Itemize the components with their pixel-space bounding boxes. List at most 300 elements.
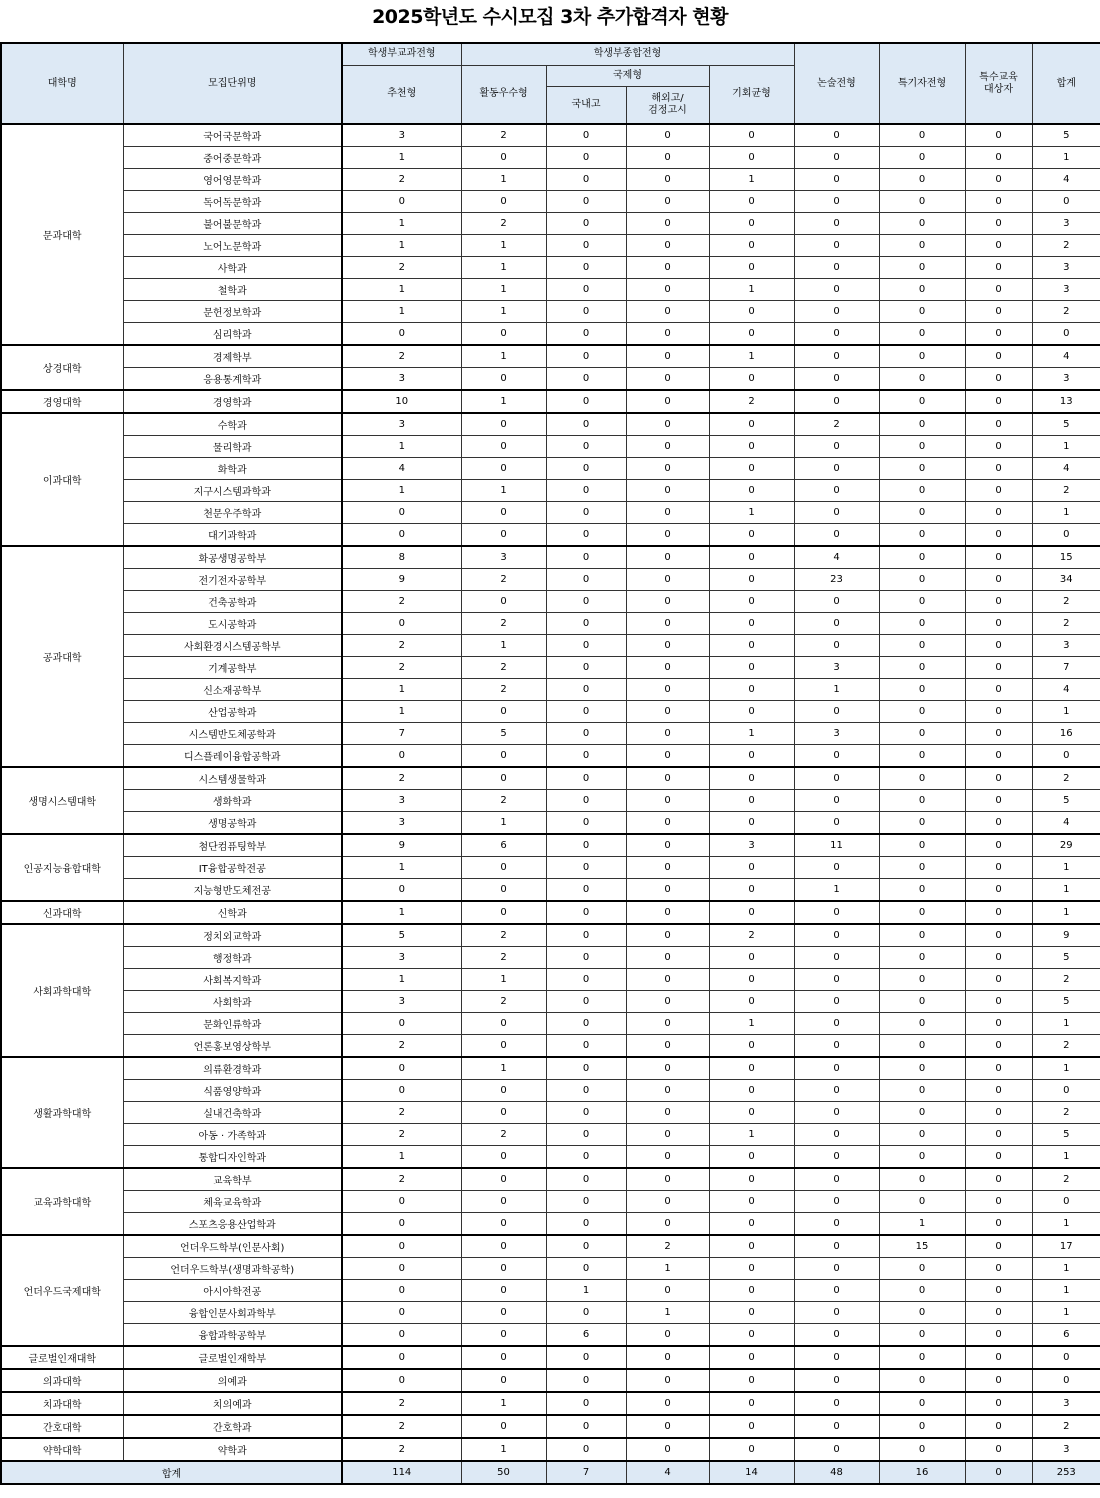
count-cell: 0 bbox=[546, 191, 626, 213]
count-cell: 2 bbox=[461, 1124, 546, 1146]
count-cell: 0 bbox=[965, 924, 1032, 947]
count-cell: 0 bbox=[546, 169, 626, 191]
count-cell: 5 bbox=[1032, 991, 1100, 1013]
count-cell: 0 bbox=[546, 701, 626, 723]
count-cell: 0 bbox=[794, 458, 879, 480]
count-cell: 0 bbox=[794, 147, 879, 169]
count-cell: 0 bbox=[626, 657, 709, 679]
count-cell: 0 bbox=[794, 1057, 879, 1080]
count-cell: 0 bbox=[342, 191, 461, 213]
count-cell: 0 bbox=[965, 480, 1032, 502]
count-cell: 0 bbox=[546, 991, 626, 1013]
table-row bbox=[1, 812, 1100, 835]
count-cell: 13 bbox=[1032, 390, 1100, 413]
dept-name: 아시아학전공 bbox=[123, 1280, 342, 1302]
count-cell: 0 bbox=[1032, 1080, 1100, 1102]
table-row bbox=[1, 546, 1100, 569]
dept-name: 디스플레이융합공학과 bbox=[123, 745, 342, 768]
count-cell: 1 bbox=[342, 436, 461, 458]
count-cell: 0 bbox=[879, 1168, 965, 1191]
header-overseas: 해외고/ 검정고시 bbox=[626, 86, 709, 124]
count-cell: 0 bbox=[342, 1013, 461, 1035]
count-cell: 0 bbox=[879, 147, 965, 169]
count-cell: 0 bbox=[879, 1324, 965, 1347]
count-cell: 0 bbox=[709, 1035, 794, 1058]
dept-name: 사회환경시스템공학부 bbox=[123, 635, 342, 657]
count-cell: 0 bbox=[626, 701, 709, 723]
count-cell: 0 bbox=[461, 1235, 546, 1258]
table-row bbox=[1, 1013, 1100, 1035]
count-cell: 0 bbox=[965, 301, 1032, 323]
count-cell: 2 bbox=[342, 169, 461, 191]
count-cell: 0 bbox=[794, 1258, 879, 1280]
count-cell: 0 bbox=[626, 1168, 709, 1191]
header-domestic: 국내고 bbox=[546, 86, 626, 124]
dept-name: 융합인문사회과학부 bbox=[123, 1302, 342, 1324]
count-cell: 0 bbox=[709, 767, 794, 790]
count-cell: 2 bbox=[1032, 235, 1100, 257]
count-cell: 0 bbox=[626, 879, 709, 902]
dept-name: 사회복지학과 bbox=[123, 969, 342, 991]
count-cell: 1 bbox=[461, 257, 546, 279]
table-row bbox=[1, 502, 1100, 524]
count-cell: 0 bbox=[879, 323, 965, 346]
count-cell: 0 bbox=[965, 1302, 1032, 1324]
count-cell: 0 bbox=[879, 235, 965, 257]
table-row bbox=[1, 857, 1100, 879]
table-row bbox=[1, 745, 1100, 768]
count-cell: 0 bbox=[626, 413, 709, 436]
count-cell: 0 bbox=[879, 458, 965, 480]
count-cell: 0 bbox=[546, 345, 626, 368]
count-cell: 0 bbox=[965, 879, 1032, 902]
count-cell: 0 bbox=[879, 569, 965, 591]
dept-name: 경영학과 bbox=[123, 390, 342, 413]
count-cell: 0 bbox=[626, 124, 709, 147]
count-cell: 0 bbox=[709, 458, 794, 480]
count-cell: 1 bbox=[1032, 436, 1100, 458]
count-cell: 0 bbox=[794, 368, 879, 391]
count-cell: 0 bbox=[709, 679, 794, 701]
count-cell: 9 bbox=[342, 834, 461, 857]
count-cell: 0 bbox=[879, 1280, 965, 1302]
count-cell: 1 bbox=[1032, 502, 1100, 524]
count-cell: 3 bbox=[461, 546, 546, 569]
count-cell: 1 bbox=[1032, 1213, 1100, 1236]
count-cell: 0 bbox=[965, 834, 1032, 857]
table-row bbox=[1, 235, 1100, 257]
dept-name: 천문우주학과 bbox=[123, 502, 342, 524]
count-cell: 0 bbox=[546, 257, 626, 279]
count-cell: 0 bbox=[709, 480, 794, 502]
count-cell: 0 bbox=[965, 1438, 1032, 1461]
count-cell: 2 bbox=[342, 257, 461, 279]
count-cell: 0 bbox=[794, 1168, 879, 1191]
dept-name: 사회학과 bbox=[123, 991, 342, 1013]
count-cell: 0 bbox=[626, 991, 709, 1013]
dept-name: 생화학과 bbox=[123, 790, 342, 812]
count-cell: 0 bbox=[626, 1080, 709, 1102]
count-cell: 0 bbox=[461, 368, 546, 391]
total-cell: 7 bbox=[546, 1461, 626, 1484]
dept-name: 아동 · 가족학과 bbox=[123, 1124, 342, 1146]
count-cell: 0 bbox=[794, 124, 879, 147]
count-cell: 2 bbox=[461, 124, 546, 147]
count-cell: 0 bbox=[794, 1102, 879, 1124]
count-cell: 1 bbox=[342, 679, 461, 701]
count-cell: 0 bbox=[461, 1346, 546, 1369]
dept-name: 지구시스템과학과 bbox=[123, 480, 342, 502]
count-cell: 1 bbox=[342, 147, 461, 169]
dept-name: 교육학부 bbox=[123, 1168, 342, 1191]
count-cell: 1 bbox=[461, 1392, 546, 1415]
total-cell: 50 bbox=[461, 1461, 546, 1484]
count-cell: 2 bbox=[342, 657, 461, 679]
count-cell: 1 bbox=[709, 345, 794, 368]
count-cell: 6 bbox=[461, 834, 546, 857]
dept-name: 영어영문학과 bbox=[123, 169, 342, 191]
count-cell: 3 bbox=[1032, 635, 1100, 657]
count-cell: 0 bbox=[709, 546, 794, 569]
count-cell: 0 bbox=[879, 413, 965, 436]
count-cell: 3 bbox=[342, 812, 461, 835]
table-row bbox=[1, 1392, 1100, 1415]
count-cell: 3 bbox=[342, 991, 461, 1013]
admissions-table bbox=[0, 42, 1100, 1485]
count-cell: 23 bbox=[794, 569, 879, 591]
count-cell: 0 bbox=[546, 1302, 626, 1324]
count-cell: 5 bbox=[342, 924, 461, 947]
table-row bbox=[1, 390, 1100, 413]
count-cell: 0 bbox=[546, 834, 626, 857]
count-cell: 0 bbox=[546, 1013, 626, 1035]
count-cell: 0 bbox=[709, 1324, 794, 1347]
count-cell: 0 bbox=[709, 657, 794, 679]
count-cell: 2 bbox=[1032, 613, 1100, 635]
count-cell: 0 bbox=[546, 812, 626, 835]
table-row bbox=[1, 1280, 1100, 1302]
count-cell: 7 bbox=[1032, 657, 1100, 679]
college-name: 간호대학 bbox=[1, 1415, 123, 1438]
count-cell: 2 bbox=[342, 635, 461, 657]
count-cell: 3 bbox=[1032, 1392, 1100, 1415]
count-cell: 2 bbox=[626, 1235, 709, 1258]
count-cell: 0 bbox=[626, 591, 709, 613]
count-cell: 1 bbox=[342, 480, 461, 502]
count-cell: 0 bbox=[965, 257, 1032, 279]
count-cell: 1 bbox=[1032, 857, 1100, 879]
count-cell: 0 bbox=[879, 191, 965, 213]
count-cell: 0 bbox=[626, 436, 709, 458]
count-cell: 1 bbox=[709, 1124, 794, 1146]
count-cell: 0 bbox=[879, 901, 965, 924]
total-cell: 4 bbox=[626, 1461, 709, 1484]
college-name: 사회과학대학 bbox=[1, 924, 123, 1057]
count-cell: 0 bbox=[965, 1124, 1032, 1146]
count-cell: 1 bbox=[1032, 1280, 1100, 1302]
count-cell: 0 bbox=[965, 458, 1032, 480]
count-cell: 16 bbox=[1032, 723, 1100, 745]
count-cell: 0 bbox=[794, 1035, 879, 1058]
table-row bbox=[1, 1235, 1100, 1258]
count-cell: 0 bbox=[1032, 524, 1100, 547]
header-dept: 모집단위명 bbox=[123, 43, 342, 124]
count-cell: 0 bbox=[1032, 191, 1100, 213]
count-cell: 0 bbox=[965, 345, 1032, 368]
dept-name: 체육교육학과 bbox=[123, 1191, 342, 1213]
dept-name: 물리학과 bbox=[123, 436, 342, 458]
count-cell: 34 bbox=[1032, 569, 1100, 591]
count-cell: 2 bbox=[1032, 1168, 1100, 1191]
count-cell: 0 bbox=[546, 767, 626, 790]
dept-name: 심리학과 bbox=[123, 323, 342, 346]
count-cell: 0 bbox=[965, 1191, 1032, 1213]
count-cell: 0 bbox=[342, 1369, 461, 1392]
count-cell: 1 bbox=[709, 502, 794, 524]
count-cell: 0 bbox=[546, 613, 626, 635]
dept-name: 대기과학과 bbox=[123, 524, 342, 547]
table-row bbox=[1, 257, 1100, 279]
count-cell: 0 bbox=[546, 1057, 626, 1080]
dept-name: 기계공학부 bbox=[123, 657, 342, 679]
count-cell: 0 bbox=[709, 790, 794, 812]
count-cell: 0 bbox=[626, 1280, 709, 1302]
count-cell: 0 bbox=[965, 701, 1032, 723]
count-cell: 0 bbox=[965, 1213, 1032, 1236]
count-cell: 2 bbox=[461, 790, 546, 812]
count-cell: 1 bbox=[709, 1013, 794, 1035]
count-cell: 2 bbox=[342, 767, 461, 790]
count-cell: 0 bbox=[461, 701, 546, 723]
count-cell: 1 bbox=[794, 679, 879, 701]
count-cell: 1 bbox=[342, 235, 461, 257]
count-cell: 0 bbox=[709, 213, 794, 235]
count-cell: 0 bbox=[709, 635, 794, 657]
count-cell: 0 bbox=[546, 1191, 626, 1213]
count-cell: 6 bbox=[546, 1324, 626, 1347]
count-cell: 0 bbox=[342, 323, 461, 346]
count-cell: 0 bbox=[709, 1080, 794, 1102]
count-cell: 0 bbox=[546, 879, 626, 902]
count-cell: 1 bbox=[1032, 701, 1100, 723]
count-cell: 0 bbox=[342, 613, 461, 635]
count-cell: 0 bbox=[626, 1324, 709, 1347]
count-cell: 0 bbox=[626, 723, 709, 745]
count-cell: 4 bbox=[1032, 169, 1100, 191]
count-cell: 0 bbox=[709, 947, 794, 969]
count-cell: 0 bbox=[879, 834, 965, 857]
table-row bbox=[1, 1035, 1100, 1058]
count-cell: 15 bbox=[1032, 546, 1100, 569]
dept-name: 신소재공학부 bbox=[123, 679, 342, 701]
count-cell: 1 bbox=[461, 635, 546, 657]
count-cell: 3 bbox=[794, 657, 879, 679]
count-cell: 1 bbox=[461, 1438, 546, 1461]
dept-name: 생명공학과 bbox=[123, 812, 342, 835]
count-cell: 1 bbox=[461, 390, 546, 413]
count-cell: 0 bbox=[794, 323, 879, 346]
count-cell: 0 bbox=[546, 924, 626, 947]
count-cell: 2 bbox=[794, 413, 879, 436]
count-cell: 0 bbox=[626, 767, 709, 790]
table-row bbox=[1, 1168, 1100, 1191]
dept-name: 통합디자인학과 bbox=[123, 1146, 342, 1169]
count-cell: 0 bbox=[794, 1013, 879, 1035]
count-cell: 0 bbox=[626, 679, 709, 701]
count-cell: 0 bbox=[461, 1080, 546, 1102]
count-cell: 0 bbox=[965, 279, 1032, 301]
count-cell: 0 bbox=[546, 390, 626, 413]
count-cell: 0 bbox=[1032, 745, 1100, 768]
count-cell: 0 bbox=[965, 1168, 1032, 1191]
table-row bbox=[1, 191, 1100, 213]
count-cell: 3 bbox=[342, 790, 461, 812]
count-cell: 0 bbox=[709, 745, 794, 768]
count-cell: 0 bbox=[546, 947, 626, 969]
count-cell: 0 bbox=[709, 857, 794, 879]
table-row bbox=[1, 701, 1100, 723]
count-cell: 1 bbox=[1032, 1302, 1100, 1324]
dept-name: 약학과 bbox=[123, 1438, 342, 1461]
count-cell: 0 bbox=[879, 879, 965, 902]
dept-name: IT융합공학전공 bbox=[123, 857, 342, 879]
dept-name: 의예과 bbox=[123, 1369, 342, 1392]
dept-name: 치의예과 bbox=[123, 1392, 342, 1415]
count-cell: 0 bbox=[461, 323, 546, 346]
count-cell: 0 bbox=[879, 480, 965, 502]
count-cell: 0 bbox=[546, 679, 626, 701]
college-name: 약학대학 bbox=[1, 1438, 123, 1461]
dept-name: 스포츠응용산업학과 bbox=[123, 1213, 342, 1236]
count-cell: 0 bbox=[709, 124, 794, 147]
dept-name: 도시공학과 bbox=[123, 613, 342, 635]
count-cell: 0 bbox=[879, 1346, 965, 1369]
count-cell: 0 bbox=[965, 213, 1032, 235]
count-cell: 0 bbox=[546, 591, 626, 613]
dept-name: 응용통계학과 bbox=[123, 368, 342, 391]
count-cell: 1 bbox=[709, 723, 794, 745]
count-cell: 0 bbox=[546, 1258, 626, 1280]
count-cell: 0 bbox=[794, 969, 879, 991]
count-cell: 0 bbox=[965, 1324, 1032, 1347]
count-cell: 1 bbox=[342, 213, 461, 235]
count-cell: 17 bbox=[1032, 1235, 1100, 1258]
count-cell: 0 bbox=[1032, 1191, 1100, 1213]
dept-name: 언더우드학부(생명과학공학) bbox=[123, 1258, 342, 1280]
dept-name: 시스템생물학과 bbox=[123, 767, 342, 790]
dept-name: 경제학부 bbox=[123, 345, 342, 368]
count-cell: 1 bbox=[461, 301, 546, 323]
count-cell: 0 bbox=[709, 701, 794, 723]
table-row bbox=[1, 1302, 1100, 1324]
count-cell: 1 bbox=[1032, 901, 1100, 924]
table-row bbox=[1, 279, 1100, 301]
count-cell: 0 bbox=[342, 1057, 461, 1080]
count-cell: 0 bbox=[794, 390, 879, 413]
dept-name: 화학과 bbox=[123, 458, 342, 480]
dept-name: 언론홍보영상학부 bbox=[123, 1035, 342, 1058]
count-cell: 1 bbox=[461, 480, 546, 502]
count-cell: 0 bbox=[794, 1124, 879, 1146]
count-cell: 0 bbox=[546, 458, 626, 480]
count-cell: 0 bbox=[965, 436, 1032, 458]
count-cell: 0 bbox=[709, 812, 794, 835]
dept-name: 철학과 bbox=[123, 279, 342, 301]
count-cell: 1 bbox=[1032, 1258, 1100, 1280]
count-cell: 0 bbox=[626, 1124, 709, 1146]
count-cell: 0 bbox=[546, 1346, 626, 1369]
count-cell: 0 bbox=[965, 591, 1032, 613]
count-cell: 0 bbox=[626, 969, 709, 991]
header-comprehensive-group: 학생부종합전형 bbox=[461, 43, 794, 65]
count-cell: 0 bbox=[965, 745, 1032, 768]
count-cell: 9 bbox=[1032, 924, 1100, 947]
dept-name: 정치외교학과 bbox=[123, 924, 342, 947]
count-cell: 0 bbox=[879, 368, 965, 391]
table-row bbox=[1, 657, 1100, 679]
count-cell: 3 bbox=[794, 723, 879, 745]
count-cell: 0 bbox=[461, 1258, 546, 1280]
count-cell: 0 bbox=[794, 812, 879, 835]
count-cell: 0 bbox=[965, 991, 1032, 1013]
count-cell: 2 bbox=[1032, 301, 1100, 323]
count-cell: 0 bbox=[965, 1235, 1032, 1258]
header-special-ed: 특수교육 대상자 bbox=[965, 43, 1032, 124]
count-cell: 2 bbox=[342, 1102, 461, 1124]
table-row bbox=[1, 569, 1100, 591]
table-row bbox=[1, 1213, 1100, 1236]
count-cell: 4 bbox=[1032, 458, 1100, 480]
count-cell: 0 bbox=[546, 569, 626, 591]
count-cell: 3 bbox=[342, 947, 461, 969]
table-row bbox=[1, 723, 1100, 745]
count-cell: 0 bbox=[879, 1191, 965, 1213]
header-activity: 활동우수형 bbox=[461, 65, 546, 124]
college-name: 교육과학대학 bbox=[1, 1168, 123, 1235]
dept-name: 국어국문학과 bbox=[123, 124, 342, 147]
count-cell: 0 bbox=[461, 857, 546, 879]
count-cell: 0 bbox=[879, 947, 965, 969]
count-cell: 0 bbox=[709, 1168, 794, 1191]
count-cell: 0 bbox=[879, 524, 965, 547]
dept-name: 의류환경학과 bbox=[123, 1057, 342, 1080]
total-cell: 14 bbox=[709, 1461, 794, 1484]
count-cell: 0 bbox=[342, 1191, 461, 1213]
count-cell: 2 bbox=[1032, 591, 1100, 613]
dept-name: 융합과학공학부 bbox=[123, 1324, 342, 1347]
count-cell: 15 bbox=[879, 1235, 965, 1258]
count-cell: 0 bbox=[965, 413, 1032, 436]
count-cell: 0 bbox=[794, 790, 879, 812]
count-cell: 2 bbox=[461, 569, 546, 591]
count-cell: 0 bbox=[709, 969, 794, 991]
count-cell: 0 bbox=[546, 1146, 626, 1169]
count-cell: 1 bbox=[342, 901, 461, 924]
count-cell: 0 bbox=[626, 480, 709, 502]
dept-name: 사학과 bbox=[123, 257, 342, 279]
table-row bbox=[1, 213, 1100, 235]
table-row bbox=[1, 991, 1100, 1013]
table-body bbox=[1, 124, 1100, 1484]
count-cell: 0 bbox=[965, 235, 1032, 257]
count-cell: 0 bbox=[965, 502, 1032, 524]
table-row bbox=[1, 169, 1100, 191]
count-cell: 0 bbox=[965, 1369, 1032, 1392]
count-cell: 0 bbox=[879, 345, 965, 368]
count-cell: 0 bbox=[794, 857, 879, 879]
table-row bbox=[1, 301, 1100, 323]
count-cell: 1 bbox=[342, 701, 461, 723]
